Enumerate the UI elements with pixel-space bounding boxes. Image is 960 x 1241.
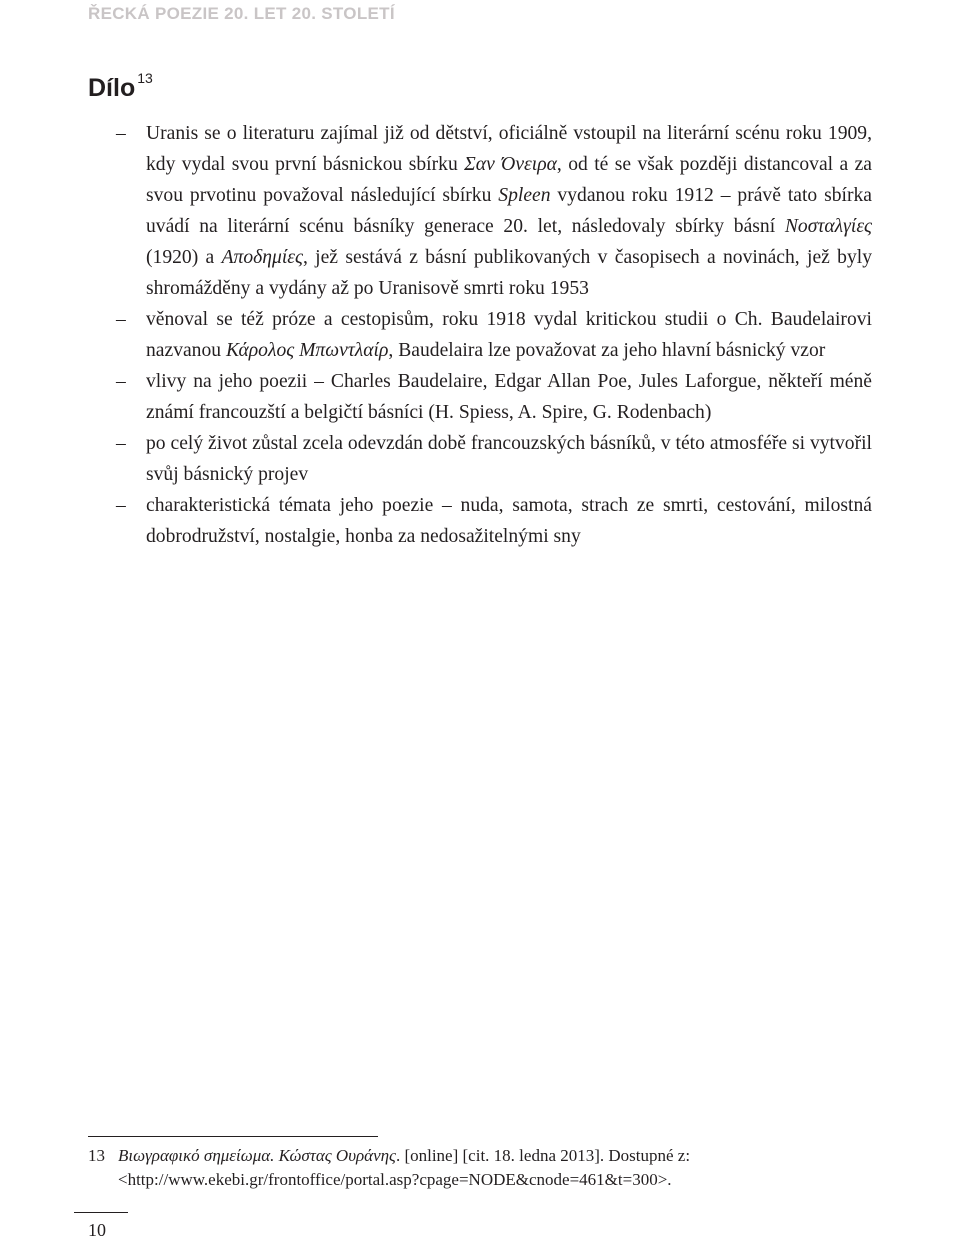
item-text: (1920) a — [146, 247, 222, 268]
book-title: Κάρολος Μπωντλαίρ — [225, 340, 389, 361]
item-text: charakteristická témata jeho poezie – nuda, samota, strach ze smrti, cestování, milostná dobrodružství, nostalgie, honba za nedosažitelnými sny — [146, 495, 872, 547]
footnote-reference[interactable]: 13 — [137, 69, 153, 86]
list-item — [0, 428, 872, 490]
item-text: Uranis se o literaturu zajímal již od dětství, oficiálně vstoupil na literární scénu roku 1909, kdy vydal svou první básnickou sbírku — [146, 123, 872, 175]
book-title: Spleen — [498, 185, 551, 206]
item-text: , jež sestává z básní publikovaných v časopisech a novinách, jež byly shromážděny a vydány až po Uranisově smrti roku 1953 — [146, 247, 873, 299]
list-item — [0, 490, 872, 552]
book-title: Νοσταλγίες — [784, 216, 872, 237]
section-title — [88, 69, 153, 103]
item-text: vlivy na jeho poezii – Charles Baudelaire, Edgar Allan Poe, Jules Laforgue, někteří méně známí francouzští a belgičtí básníci (H. Spiess, A. Spire, G. Rodenbach) — [146, 371, 872, 423]
page-number-divider — [74, 1212, 128, 1213]
footnote-source-title: Βιωγραφικό σημείωμα. Κώστας Ουράνης — [118, 1146, 396, 1165]
dash-bullet: – — [116, 433, 126, 454]
footnote-number: 13 — [88, 1146, 105, 1165]
footnote-divider — [88, 1136, 378, 1137]
dash-bullet: – — [116, 123, 126, 144]
dash-bullet: – — [116, 371, 126, 392]
list-item — [0, 118, 872, 304]
item-text: , od té se však později distancoval a za svou prvotinu považoval následující sbírku — [146, 154, 872, 206]
item-text: po celý život zůstal zcela odevzdán době francouzských básníků, v této atmosféře si vytvořil svůj básnický projev — [146, 433, 872, 485]
list-item — [0, 366, 872, 428]
page-number: 10 — [88, 1220, 106, 1240]
footnote-text — [88, 1144, 872, 1192]
footnote-citation: . [online] [cit. 18. ledna 2013]. Dostupné z: <http://www.ekebi.gr/frontoffice/portal.asp?cpage=NODE&cnode=461&t=300>. — [118, 1146, 691, 1189]
book-title: Σαν Όνειρα — [464, 154, 557, 175]
book-title: Αποδημίες — [221, 247, 303, 268]
item-text: vydanou roku 1912 – právě tato sbírka uvádí na literární scénu básníky generace 20. let, následovaly sbírky básní — [146, 185, 872, 237]
footnote — [88, 1144, 872, 1192]
section-title-text: Dílo — [88, 74, 136, 102]
works-list — [0, 118, 960, 552]
item-text: věnoval se též próze a cestopisům, roku 1918 vydal kritickou studii o Ch. Baudelairovi nazvanou — [146, 309, 872, 361]
running-header: ŘECKÁ POEZIE 20. LET 20. STOLETÍ — [88, 4, 395, 23]
item-text: , Baudelaira lze považovat za jeho hlavní básnický vzor — [388, 340, 826, 361]
dash-bullet: – — [116, 309, 126, 330]
dash-bullet: – — [116, 495, 126, 516]
list-item — [0, 304, 872, 366]
